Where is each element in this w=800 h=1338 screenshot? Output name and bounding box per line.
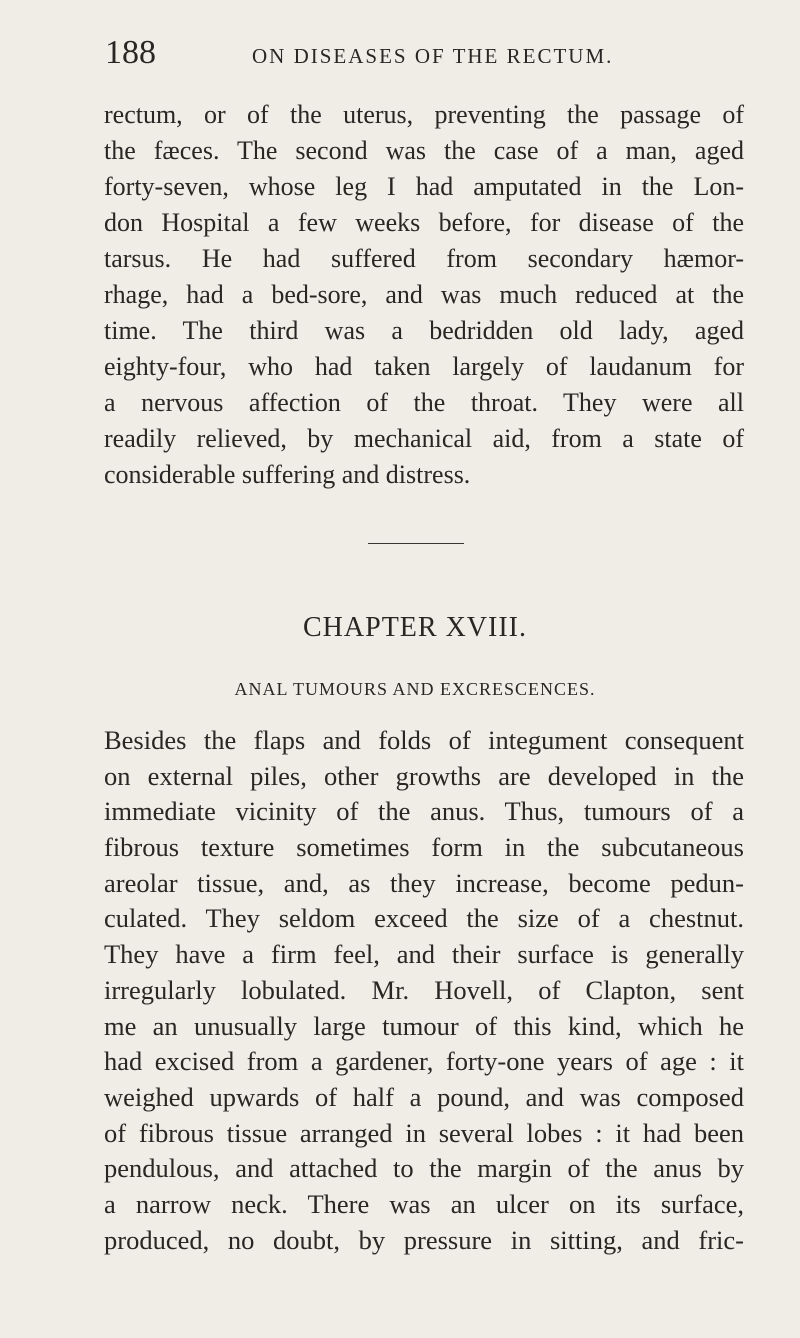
page-header <box>0 34 800 78</box>
text-line: had excised from a gardener, forty-one years of age : it <box>104 1046 744 1077</box>
text-line: me an unusually large tumour of this kind, which he <box>104 1010 744 1041</box>
page-number: 188 <box>105 34 156 71</box>
text-line: considerable suffering and distress. <box>104 460 471 489</box>
text-line: of fibrous tissue arranged in several lobes : it had been <box>104 1117 744 1148</box>
text-line: pendulous, and attached to the margin of the anus by <box>104 1153 744 1184</box>
text-line: Besides the flaps and folds of integument consequent <box>104 725 744 755</box>
text-line: They have a firm feel, and their surface is generally <box>104 939 744 970</box>
text-line: readily relieved, by mechanical aid, from a state of <box>104 424 744 453</box>
text-line: forty-seven, whose leg I had amputated in the Lon- <box>104 172 744 201</box>
text-line: tarsus. He had suffered from secondary hæmor- <box>104 244 744 273</box>
text-line: on external piles, other growths are developed in the <box>104 760 744 791</box>
chapter-paragraph <box>104 723 744 1258</box>
text-line: the fæces. The second was the case of a man, aged <box>104 136 744 165</box>
text-line: a narrow neck. There was an ulcer on its surface, <box>104 1188 744 1219</box>
text-line: areolar tissue, and, as they increase, become pedun- <box>104 867 744 898</box>
chapter-title: CHAPTER XVIII. <box>303 612 527 643</box>
text-line: irregularly lobulated. Mr. Hovell, of Clapton, sent <box>104 974 744 1005</box>
text-line: don Hospital a few weeks before, for disease of the <box>104 208 744 237</box>
text-line: immediate vicinity of the anus. Thus, tumours of a <box>104 796 744 827</box>
text-line: eighty-four, who had taken largely of laudanum for <box>104 352 744 381</box>
running-head: ON DISEASES OF THE RECTUM. <box>252 44 614 68</box>
text-line: culated. They seldom exceed the size of a chestnut. <box>104 903 744 934</box>
text-line: weighed upwards of half a pound, and was composed <box>104 1081 744 1112</box>
text-line: a nervous affection of the throat. They were all <box>104 388 744 417</box>
text-line: time. The third was a bedridden old lady, aged <box>104 316 744 345</box>
paragraph-continued <box>104 97 744 493</box>
section-divider <box>368 543 464 544</box>
text-line: rectum, or of the uterus, preventing the passage of <box>104 100 744 129</box>
text-line: produced, no doubt, by pressure in sitting, and fric- <box>104 1224 744 1255</box>
text-line: rhage, had a bed-sore, and was much reduced at the <box>104 280 744 309</box>
chapter-subtitle: ANAL TUMOURS AND EXCRESCENCES. <box>234 679 596 699</box>
text-line: fibrous texture sometimes form in the subcutaneous <box>104 832 744 863</box>
